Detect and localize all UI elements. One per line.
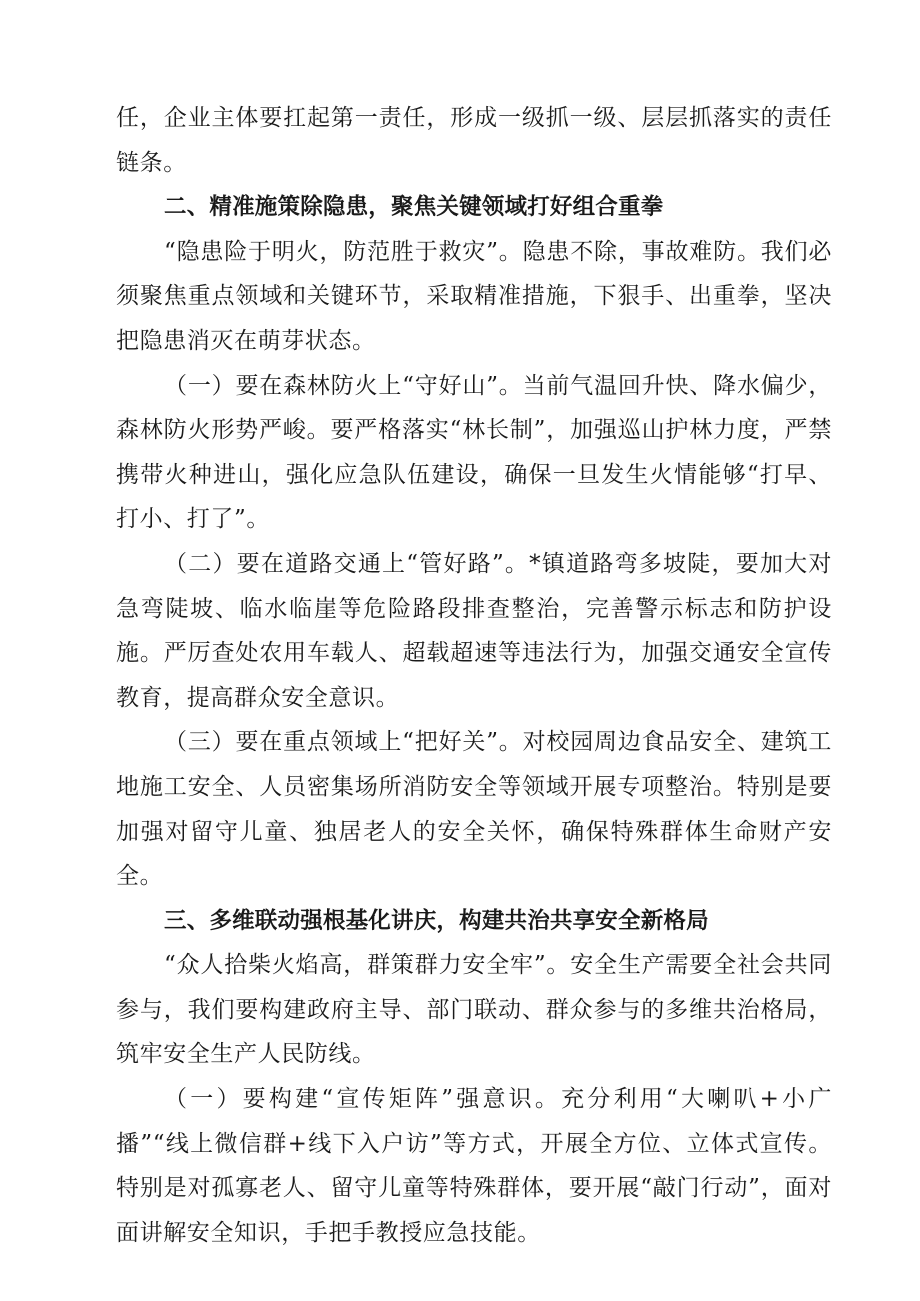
paragraph-section-2-item-2: （二）要在道路交通上“管好路”。*镇道路弯多坡陡，要加大对急弯陡坡、临水临崖等危险路段排查整治，完善警示标志和防护设施。严厉查处农用车载人、超载超速等违法行为，加强交通安全宣传教育，提高群众安全意识。 [116,550,832,711]
paragraph-continuation: 任，企业主体要扛起第一责任，形成一级抓一级、层层抓落实的责任链条。 [116,105,832,176]
section-heading-3: 三、多维联动强根基化讲庆，构建共治共享安全新格局 [164,907,709,934]
paragraph-section-2-intro: “隐患险于明火，防范胜于救灾”。隐患不除，事故难防。我们必须聚焦重点领域和关键环节，采取精准措施，下狠手、出重拳，坚决把隐患消灭在萌芽状态。 [116,238,832,354]
section-heading-2: 二、精准施策除隐患，聚焦关键领域打好组合重拳 [164,194,664,221]
paragraph-section-2-item-1: （一）要在森林防火上“守好山”。当前气温回升快、降水偏少，森林防火形势严峻。要严格落实“林长制”，加强巡山护林力度，严禁携带火种进山，强化应急队伍建设，确保一旦发生火情能够“打早、打小、打了”。 [116,372,832,533]
paragraph-section-3-intro: “众人拾柴火焰高，群策群力安全牢”。安全生产需要全社会共同参与，我们要构建政府主导、部门联动、群众参与的多维共治格局，筑牢安全生产人民防线。 [116,952,832,1068]
document-body [116,96,832,1255]
paragraph-section-3-item-1: （一）要构建“宣传矩阵”强意识。充分利用“大喇叭+小广播”“线上微信群+线下入户访”等方式，开展全方位、立体式宣传。特别是对孤寡老人、留守儿童等特殊群体，要开展“敲门行动”，面对面讲解安全知识，手把手教授应急技能。 [116,1086,832,1246]
paragraph-section-2-item-3: （三）要在重点领域上“把好关”。对校园周边食品安全、建筑工地施工安全、人员密集场所消防安全等领域开展专项整治。特别是要加强对留守儿童、独居老人的安全关怀，确保特殊群体生命财产安全。 [116,729,832,890]
